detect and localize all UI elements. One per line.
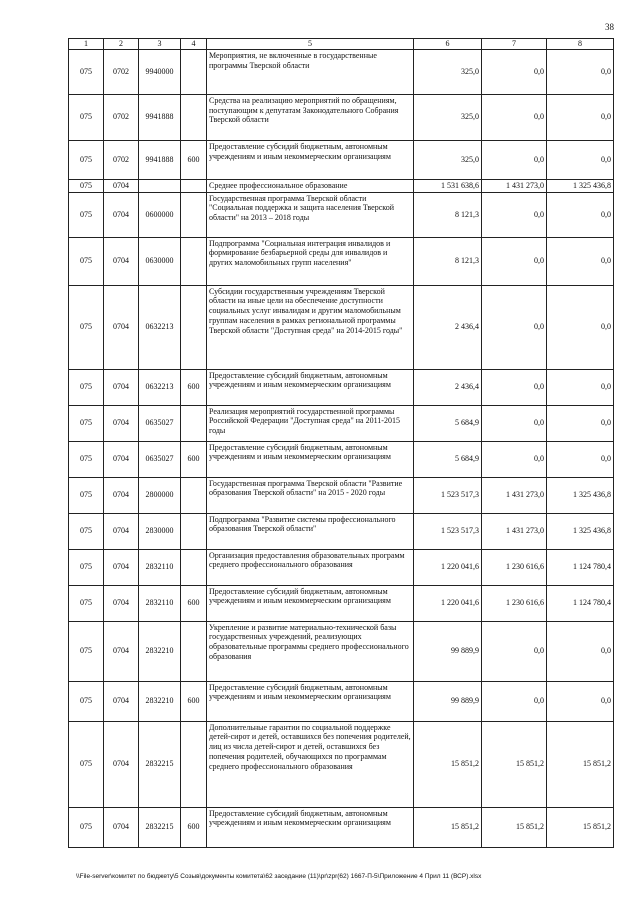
cell-amount-col7: 1 230 616,6 [482,585,547,621]
column-number-row [69,39,614,50]
cell-target: 9941888 [139,140,181,179]
cell-section: 0702 [104,49,139,94]
cell-amount-col7: 0,0 [482,681,547,721]
cell-section: 0704 [104,369,139,405]
cell-target: 2832110 [139,549,181,585]
cell-amount-col7: 0,0 [482,192,547,237]
cell-ministry: 075 [69,477,104,513]
cell-amount-col6: 325,0 [414,49,482,94]
cell-expense-type: 600 [181,807,207,847]
cell-description: Предоставление субсидий бюджетным, автономным учреждениям и иным некоммерческим организациям [207,441,414,477]
cell-section: 0704 [104,681,139,721]
cell-amount-col7: 1 431 273,0 [482,477,547,513]
cell-ministry: 075 [69,721,104,807]
cell-ministry: 075 [69,192,104,237]
cell-amount-col7: 0,0 [482,94,547,140]
cell-amount-col8: 0,0 [547,49,614,94]
cell-expense-type [181,192,207,237]
table-row [69,681,614,721]
cell-amount-col8: 0,0 [547,237,614,285]
cell-expense-type [181,94,207,140]
cell-target: 2832215 [139,807,181,847]
cell-amount-col7: 0,0 [482,237,547,285]
cell-section: 0704 [104,549,139,585]
cell-amount-col8: 1 124 780,4 [547,549,614,585]
cell-description: Предоставление субсидий бюджетным, автономным учреждениям и иным некоммерческим организациям [207,369,414,405]
cell-amount-col7: 0,0 [482,441,547,477]
cell-target: 0600000 [139,192,181,237]
cell-amount-col7: 1 431 273,0 [482,513,547,549]
cell-target: 9940000 [139,49,181,94]
cell-expense-type [181,721,207,807]
column-header: 4 [181,39,207,50]
cell-description: Средства на реализацию мероприятий по обращениям, поступающим к депутатам Законодательного Собрания Тверской области [207,94,414,140]
cell-amount-col8: 1 124 780,4 [547,585,614,621]
cell-amount-col7: 1 431 273,0 [482,179,547,192]
cell-ministry: 075 [69,140,104,179]
cell-amount-col6: 1 523 517,3 [414,477,482,513]
cell-amount-col8: 0,0 [547,405,614,441]
cell-target: 2832110 [139,585,181,621]
cell-section: 0704 [104,477,139,513]
cell-expense-type [181,237,207,285]
cell-amount-col6: 325,0 [414,94,482,140]
cell-description: Предоставление субсидий бюджетным, автономным учреждениям и иным некоммерческим организациям [207,681,414,721]
cell-amount-col8: 0,0 [547,192,614,237]
table-row [69,721,614,807]
cell-amount-col7: 15 851,2 [482,721,547,807]
file-path-footer: \\File-server\комитет по бюджету\5 Созыв\документы комитета\62 заседание (11)\pr\zpr(62) 1667-П-5\Приложение 4 Прил 11 (ВСР).xlsx [76,873,482,880]
cell-section: 0704 [104,237,139,285]
cell-description: Предоставление субсидий бюджетным, автономным учреждениям и иным некоммерческим организациям [207,140,414,179]
cell-description: Дополнительные гарантии по социальной поддержке детей-сирот и детей, оставшихся без попечения родителей, лиц из числа детей-сирот и детей, оставшихся без попечения родителей, обучающихся по программам среднего профессионального образования [207,721,414,807]
cell-target: 9941888 [139,94,181,140]
cell-expense-type: 600 [181,369,207,405]
cell-expense-type: 600 [181,140,207,179]
cell-amount-col8: 0,0 [547,140,614,179]
cell-expense-type: 600 [181,441,207,477]
table-row [69,585,614,621]
cell-description: Предоставление субсидий бюджетным, автономным учреждениям и иным некоммерческим организациям [207,807,414,847]
cell-amount-col6: 1 220 041,6 [414,585,482,621]
table-row [69,369,614,405]
cell-amount-col8: 0,0 [547,681,614,721]
cell-ministry: 075 [69,405,104,441]
cell-description: Мероприятия, не включенные в государственные программы Тверской области [207,49,414,94]
cell-description: Субсидии государственным учреждениям Тверской области на иные цели на обеспечение доступности социальных услуг инвалидам и другим маломобильным группам населения в рамках региональной программы Тверской области "Доступная среда" на 2014-2015 годы" [207,285,414,369]
cell-description: Укрепление и развитие материально-технической базы государственных учреждений, реализующих образовательные программы среднего профессионального образования [207,621,414,681]
cell-expense-type [181,49,207,94]
cell-amount-col8: 1 325 436,8 [547,513,614,549]
table-row [69,179,614,192]
cell-ministry: 075 [69,49,104,94]
cell-target [139,179,181,192]
table-row [69,549,614,585]
cell-amount-col8: 1 325 436,8 [547,179,614,192]
cell-ministry: 075 [69,441,104,477]
cell-expense-type [181,179,207,192]
cell-ministry: 075 [69,681,104,721]
cell-expense-type [181,405,207,441]
cell-section: 0704 [104,513,139,549]
cell-amount-col8: 15 851,2 [547,807,614,847]
cell-expense-type [181,621,207,681]
cell-expense-type [181,285,207,369]
cell-amount-col6: 325,0 [414,140,482,179]
cell-amount-col6: 99 889,9 [414,621,482,681]
cell-description: Государственная программа Тверской области "Развитие образования Тверской области" на 2015 - 2020 годы [207,477,414,513]
cell-amount-col8: 0,0 [547,621,614,681]
cell-ministry: 075 [69,621,104,681]
cell-target: 0632213 [139,369,181,405]
cell-amount-col6: 2 436,4 [414,285,482,369]
cell-section: 0702 [104,94,139,140]
column-header: 5 [207,39,414,50]
cell-ministry: 075 [69,179,104,192]
cell-section: 0704 [104,405,139,441]
cell-amount-col7: 0,0 [482,49,547,94]
cell-amount-col6: 2 436,4 [414,369,482,405]
table-row [69,49,614,94]
cell-amount-col6: 5 684,9 [414,405,482,441]
cell-amount-col8: 0,0 [547,285,614,369]
cell-amount-col8: 0,0 [547,441,614,477]
cell-amount-col6: 1 220 041,6 [414,549,482,585]
cell-description: Организация предоставления образовательных программ среднего профессионального образования [207,549,414,585]
cell-amount-col7: 0,0 [482,621,547,681]
cell-amount-col6: 8 121,3 [414,192,482,237]
cell-ministry: 075 [69,285,104,369]
cell-amount-col7: 1 230 616,6 [482,549,547,585]
cell-target: 0632213 [139,285,181,369]
cell-amount-col7: 0,0 [482,140,547,179]
cell-amount-col8: 0,0 [547,369,614,405]
table-row [69,513,614,549]
cell-target: 2832210 [139,681,181,721]
cell-amount-col7: 0,0 [482,285,547,369]
table-row [69,192,614,237]
table-row [69,807,614,847]
table-row [69,285,614,369]
cell-description: Подпрограмма "Социальная интеграция инвалидов и формирование безбарьерной среды для инвалидов и других маломобильных групп населения" [207,237,414,285]
cell-section: 0704 [104,621,139,681]
cell-amount-col6: 15 851,2 [414,721,482,807]
table-row [69,621,614,681]
cell-section: 0704 [104,807,139,847]
cell-ministry: 075 [69,94,104,140]
cell-target: 2832215 [139,721,181,807]
table-row [69,140,614,179]
budget-table [68,38,614,848]
column-header: 7 [482,39,547,50]
cell-description: Среднее профессиональное образование [207,179,414,192]
cell-section: 0704 [104,192,139,237]
cell-ministry: 075 [69,513,104,549]
cell-section: 0704 [104,179,139,192]
cell-section: 0704 [104,441,139,477]
cell-amount-col7: 15 851,2 [482,807,547,847]
cell-ministry: 075 [69,585,104,621]
cell-amount-col6: 8 121,3 [414,237,482,285]
cell-target: 2800000 [139,477,181,513]
table-row [69,237,614,285]
cell-amount-col6: 1 531 638,6 [414,179,482,192]
cell-ministry: 075 [69,549,104,585]
cell-amount-col6: 1 523 517,3 [414,513,482,549]
cell-amount-col6: 15 851,2 [414,807,482,847]
cell-expense-type [181,477,207,513]
cell-section: 0702 [104,140,139,179]
cell-target: 2832210 [139,621,181,681]
cell-section: 0704 [104,285,139,369]
cell-description: Предоставление субсидий бюджетным, автономным учреждениям и иным некоммерческим организациям [207,585,414,621]
cell-target: 0635027 [139,441,181,477]
cell-amount-col8: 15 851,2 [547,721,614,807]
cell-amount-col6: 99 889,9 [414,681,482,721]
cell-target: 2830000 [139,513,181,549]
cell-description: Подпрограмма "Развитие системы профессионального образования Тверской области" [207,513,414,549]
table-row [69,405,614,441]
cell-description: Государственная программа Тверской области "Социальная поддержка и защита населения Тверской области" на 2013 – 2018 годы [207,192,414,237]
cell-amount-col8: 1 325 436,8 [547,477,614,513]
cell-target: 0635027 [139,405,181,441]
cell-ministry: 075 [69,807,104,847]
cell-section: 0704 [104,721,139,807]
cell-amount-col6: 5 684,9 [414,441,482,477]
page-number: 38 [605,22,614,32]
column-header: 6 [414,39,482,50]
column-header: 8 [547,39,614,50]
table-row [69,441,614,477]
cell-amount-col8: 0,0 [547,94,614,140]
cell-expense-type: 600 [181,681,207,721]
cell-ministry: 075 [69,369,104,405]
cell-amount-col7: 0,0 [482,405,547,441]
column-header: 2 [104,39,139,50]
cell-expense-type: 600 [181,585,207,621]
cell-section: 0704 [104,585,139,621]
table-row [69,94,614,140]
table-row [69,477,614,513]
column-header: 1 [69,39,104,50]
column-header: 3 [139,39,181,50]
cell-ministry: 075 [69,237,104,285]
cell-target: 0630000 [139,237,181,285]
cell-expense-type [181,513,207,549]
cell-description: Реализация мероприятий государственной программы Российской Федерации "Доступная среда" на 2011-2015 годы [207,405,414,441]
cell-expense-type [181,549,207,585]
cell-amount-col7: 0,0 [482,369,547,405]
